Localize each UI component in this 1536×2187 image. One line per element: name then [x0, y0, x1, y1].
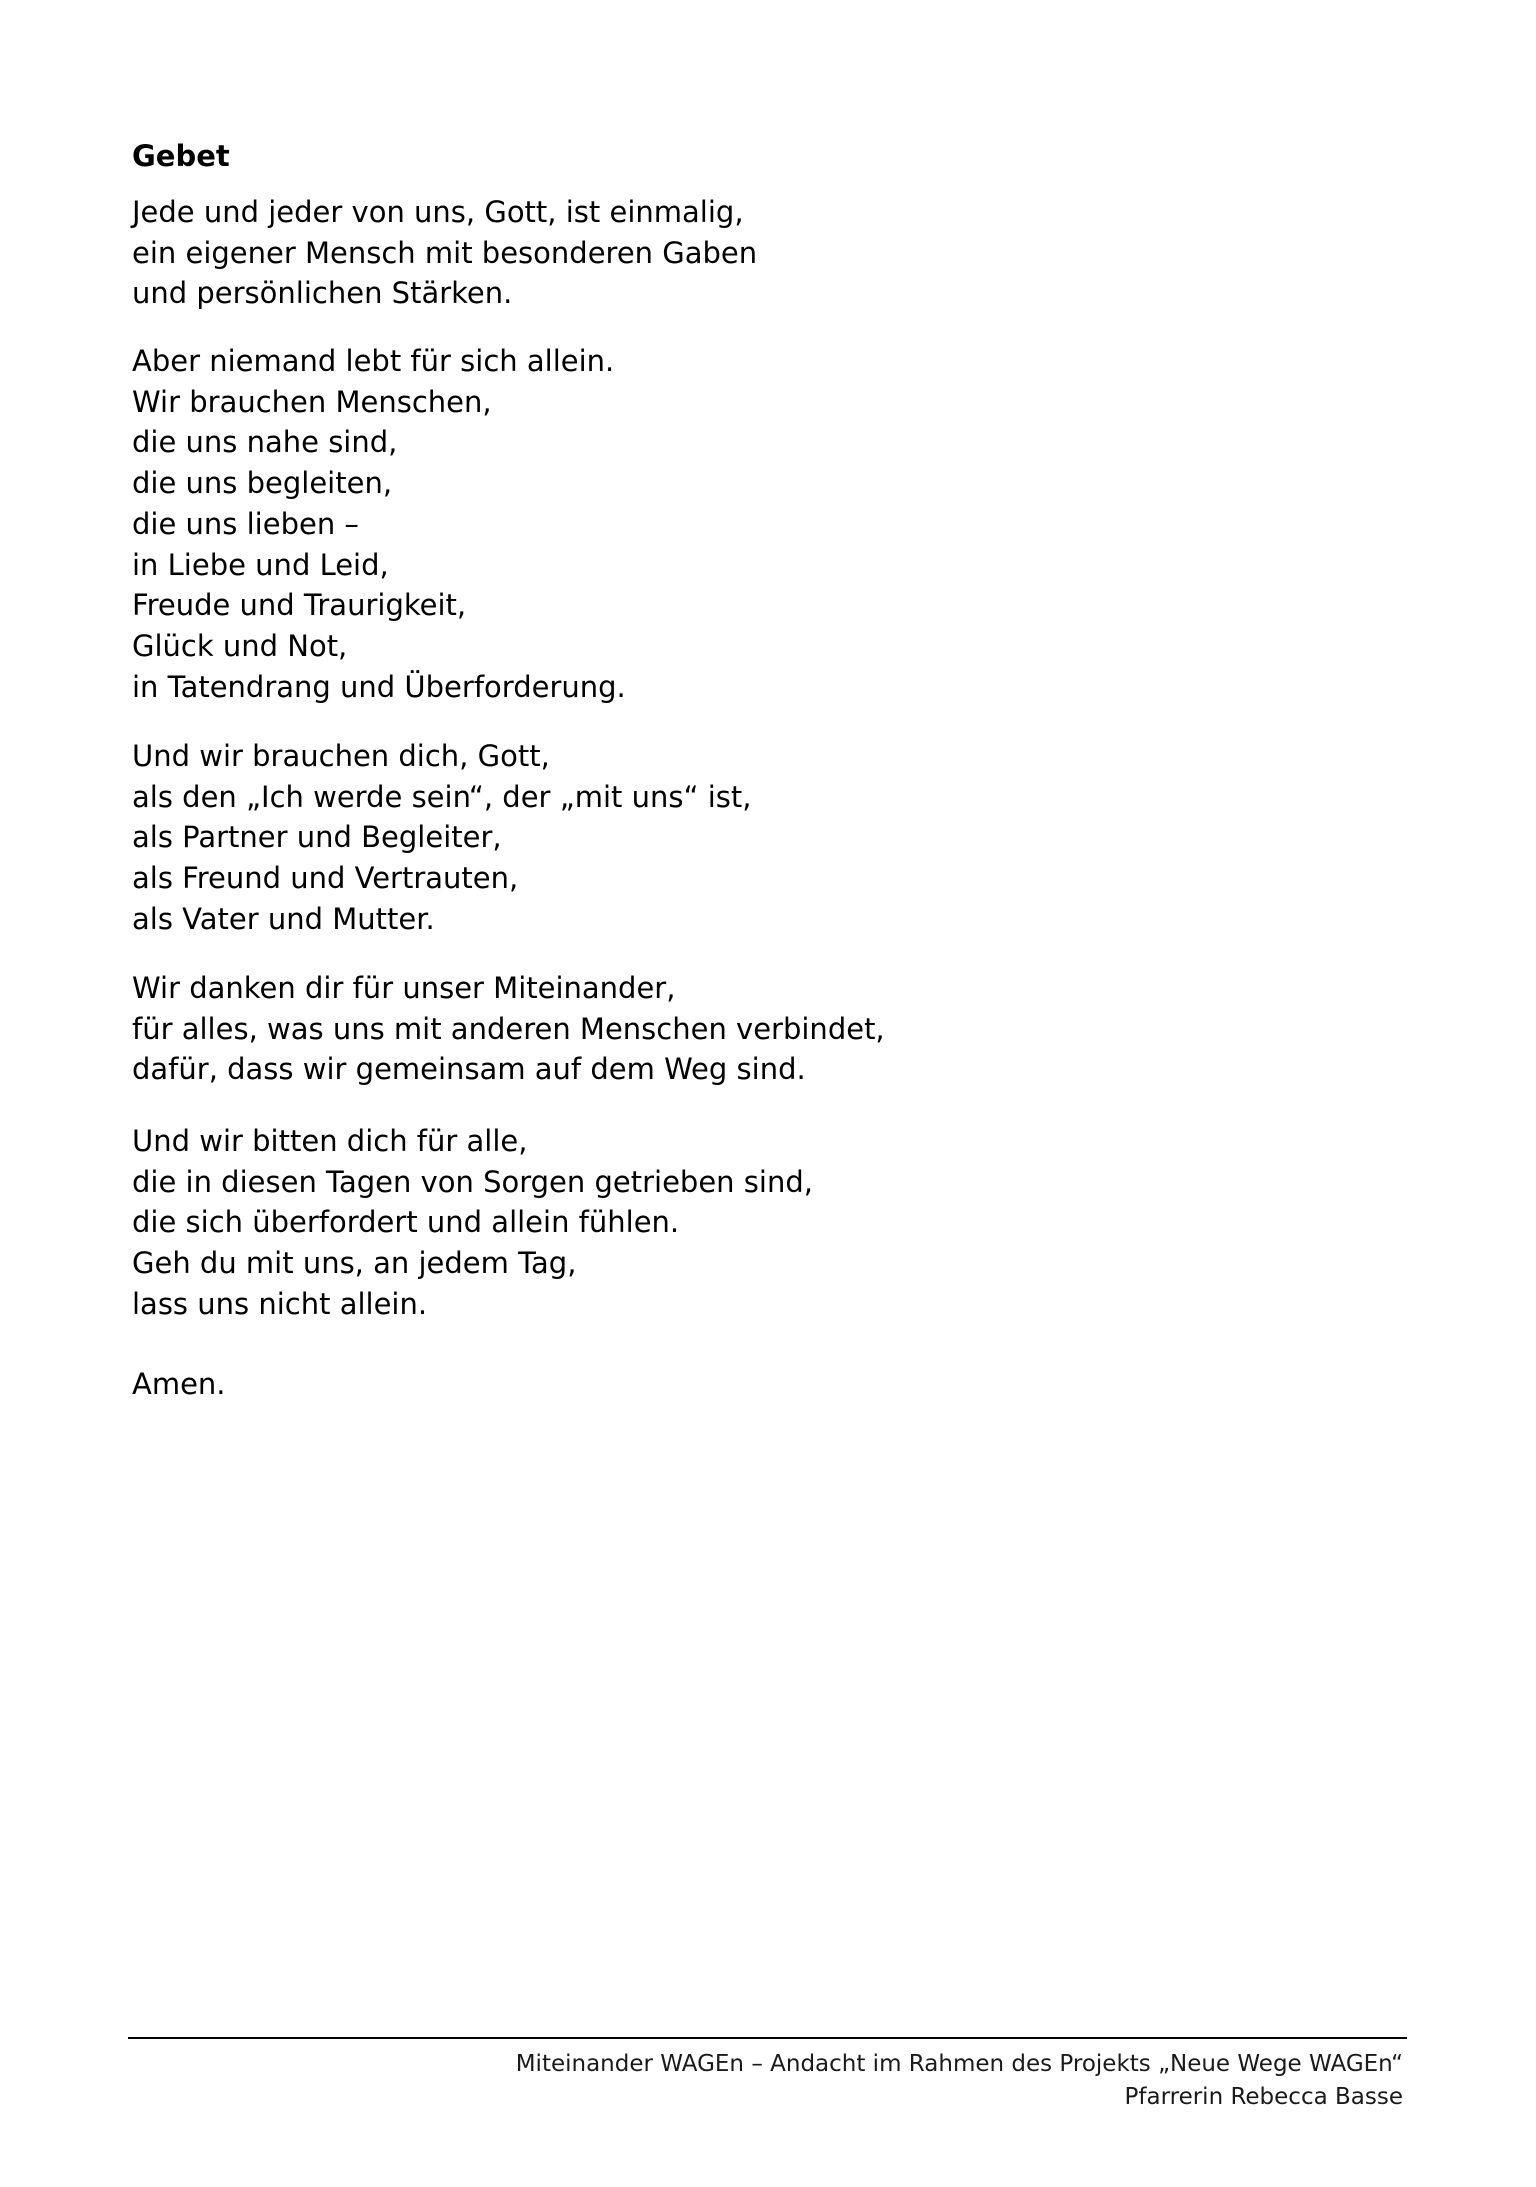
page-title: Gebet [132, 139, 230, 173]
stanza-4 [132, 968, 885, 1090]
poem-line: Glück und Not, [132, 628, 348, 663]
poem-line: in Tatendrang und Überforderung. [132, 669, 626, 704]
poem-line: als Freund und Vertrauten, [132, 861, 519, 896]
poem-line: als Partner und Begleiter, [132, 820, 502, 855]
footer-project-line: Miteinander WAGEn – Andacht im Rahmen des Projekts „Neue Wege WAGEn“ [515, 2051, 1403, 2077]
poem-line: die uns begleiten, [132, 466, 393, 501]
poem-line: lass uns nicht allein. [132, 1286, 428, 1321]
poem-line: dafür, dass wir gemeinsam auf dem Weg sind. [132, 1052, 806, 1087]
stanza-1 [132, 192, 757, 314]
stanza-5 [132, 1121, 813, 1325]
stanza-6 [132, 1364, 226, 1405]
poem-line: die in diesen Tagen von Sorgen getrieben sind, [132, 1164, 813, 1199]
poem-line: die uns nahe sind, [132, 425, 398, 460]
poem-line: Wir danken dir für unser Miteinander, [132, 971, 676, 1005]
stanza-2 [132, 341, 626, 707]
poem-line: Und wir brauchen dich, Gott, [132, 739, 550, 773]
poem-line: Jede und jeder von uns, Gott, ist einmalig, [132, 195, 744, 229]
poem-line: ein eigener Mensch mit besonderen Gaben [132, 235, 758, 270]
poem-line: in Liebe und Leid, [132, 547, 389, 582]
poem-line: und persönlichen Stärken. [132, 276, 513, 311]
poem-line: die uns lieben – [132, 506, 359, 541]
footer-divider [128, 2037, 1407, 2039]
poem-line: als den „Ich werde sein“, der „mit uns“ ist, [132, 779, 752, 814]
poem-line: als Vater und Mutter. [132, 901, 435, 936]
poem-line: die sich überfordert und allein fühlen. [132, 1205, 680, 1240]
poem-line: Und wir bitten dich für alle, [132, 1124, 528, 1158]
poem-line: Freude und Traurigkeit, [132, 588, 467, 623]
poem-line: Wir brauchen Menschen, [132, 384, 492, 419]
poem-line: Amen. [132, 1367, 226, 1401]
poem-line: Aber niemand lebt für sich allein. [132, 344, 615, 378]
poem-line: Geh du mit uns, an jedem Tag, [132, 1246, 577, 1281]
poem-line: für alles, was uns mit anderen Menschen verbindet, [132, 1011, 885, 1046]
footer-author-line: Pfarrerin Rebecca Basse [1124, 2084, 1403, 2110]
stanza-3 [132, 736, 751, 940]
